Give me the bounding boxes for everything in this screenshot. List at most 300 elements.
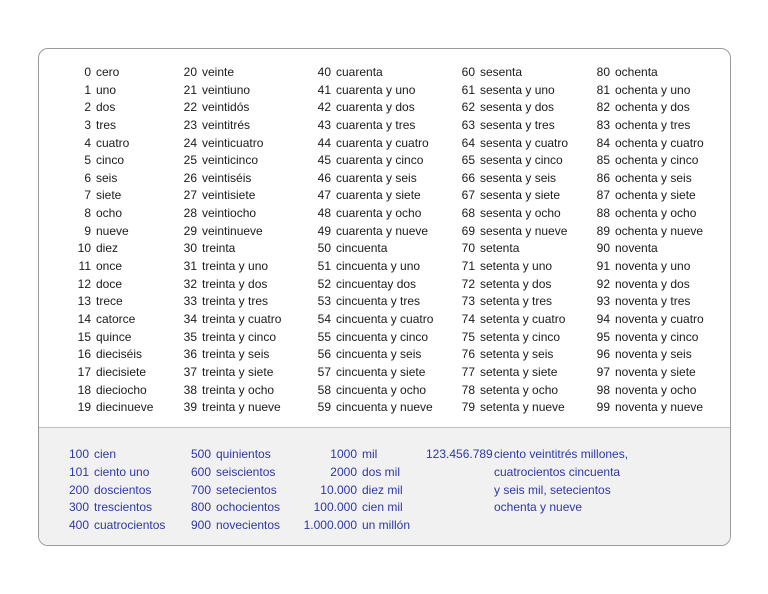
number-digit: 64 [461, 135, 475, 150]
number-digit: 0 [84, 65, 91, 79]
number-digit: 52 [317, 276, 331, 291]
number-row [67, 276, 153, 294]
number-digit: 39 [183, 400, 197, 415]
number-word: seis [96, 170, 118, 185]
number-word: veintiocho [202, 206, 257, 221]
number-row [297, 187, 433, 205]
number-digit: 34 [183, 311, 197, 326]
number-digit: 18 [77, 382, 91, 397]
number-row [441, 152, 568, 170]
number-word: noventa y siete [615, 364, 696, 379]
number-word: setenta y siete [480, 364, 558, 379]
numbers-column [67, 64, 153, 417]
number-row [576, 187, 704, 205]
number-word: cincuenta y uno [336, 259, 421, 274]
number-digit: 92 [596, 276, 610, 291]
numbers-column [441, 64, 568, 417]
number-digit: 19 [77, 400, 91, 415]
number-word: veintiuno [202, 82, 251, 97]
number-word: ochenta y cuatro [615, 135, 704, 150]
number-digit: 1 [84, 82, 91, 97]
number-digit: 31 [183, 259, 197, 274]
number-row [297, 240, 433, 258]
number-word: sesenta [480, 65, 523, 79]
number-digit: 69 [461, 223, 475, 238]
number-row [441, 399, 568, 417]
number-word: cincuenta y seis [336, 347, 422, 362]
large-number-digit: 200 [68, 482, 89, 497]
number-row [441, 364, 568, 382]
number-row [67, 311, 153, 329]
number-row [67, 205, 153, 223]
number-row [167, 364, 281, 382]
number-digit: 23 [183, 117, 197, 132]
number-row [576, 258, 704, 276]
number-row [67, 382, 153, 400]
large-number-row [185, 517, 280, 535]
number-word: sesenta y cinco [480, 153, 563, 168]
number-digit: 20 [183, 65, 197, 79]
number-row [576, 382, 704, 400]
number-digit: 46 [317, 170, 331, 185]
large-number-digit: 1.000.000 [303, 518, 357, 533]
number-row [167, 329, 281, 347]
number-word: treinta y seis [202, 347, 270, 362]
number-row [67, 64, 153, 82]
number-digit: 6 [84, 170, 91, 185]
number-digit: 54 [317, 311, 331, 326]
number-row [576, 364, 704, 382]
number-row [297, 293, 433, 311]
number-word: cuatro [96, 135, 130, 150]
number-digit: 13 [77, 294, 91, 309]
number-row [167, 82, 281, 100]
number-row [297, 382, 433, 400]
number-word: noventa y tres [615, 294, 691, 309]
number-word: ochenta y tres [615, 117, 691, 132]
number-row [167, 135, 281, 153]
large-number-row [185, 482, 280, 500]
number-word: veintidós [202, 100, 250, 115]
number-row [67, 258, 153, 276]
number-row [67, 152, 153, 170]
number-word: setenta y nueve [480, 400, 565, 415]
number-word: setenta y dos [480, 276, 552, 291]
number-digit: 35 [183, 329, 197, 344]
number-digit: 45 [317, 153, 331, 168]
number-word: noventa [615, 241, 658, 256]
number-word: treinta y ocho [202, 382, 275, 397]
number-word: dieciocho [96, 382, 147, 397]
number-word: diez [96, 241, 119, 256]
number-word: doce [96, 276, 123, 291]
large-number-word: ochocientos [216, 500, 281, 515]
number-row [441, 346, 568, 364]
number-word: cincuenta y nueve [336, 400, 433, 415]
number-digit: 26 [183, 170, 197, 185]
number-row [67, 117, 153, 135]
number-word: diecinueve [96, 400, 154, 415]
number-digit: 49 [317, 223, 331, 238]
number-row [441, 117, 568, 135]
large-number-row [59, 464, 165, 482]
number-digit: 37 [183, 364, 197, 379]
number-digit: 11 [78, 259, 91, 274]
number-row [441, 258, 568, 276]
large-number-row [59, 517, 165, 535]
number-word: setenta y ocho [480, 382, 559, 397]
number-word: cuarenta y tres [336, 117, 416, 132]
number-row [297, 364, 433, 382]
number-digit: 51 [317, 259, 331, 274]
large-number-digit: 700 [190, 482, 211, 497]
number-row [297, 399, 433, 417]
large-number-word: dos mil [362, 464, 401, 479]
number-digit: 78 [461, 382, 475, 397]
large-number-digit: 300 [68, 500, 89, 515]
number-word: treinta [202, 241, 236, 256]
numbers-card [38, 48, 731, 546]
number-word: veintitrés [202, 117, 251, 132]
large-number-digit: 900 [190, 518, 211, 533]
number-word: trece [96, 294, 123, 309]
number-word: cero [96, 65, 120, 79]
number-word: veintisiete [202, 188, 256, 203]
number-row [67, 240, 153, 258]
number-row [67, 99, 153, 117]
number-word: cuarenta y cuatro [336, 135, 429, 150]
number-row [441, 382, 568, 400]
large-number-word: diez mil [362, 482, 403, 497]
number-word: treinta y siete [202, 364, 274, 379]
number-word: veintinueve [202, 223, 263, 238]
number-word: setenta [480, 241, 520, 256]
number-row [576, 205, 704, 223]
number-row [67, 187, 153, 205]
number-word: sesenta y siete [480, 188, 561, 203]
number-word: noventa y cinco [615, 329, 699, 344]
number-word: cincuenta y tres [336, 294, 421, 309]
number-digit: 32 [183, 276, 197, 291]
large-number-word: novecientos [216, 518, 281, 533]
number-row [576, 64, 704, 82]
number-word: ochenta y siete [615, 188, 696, 203]
number-digit: 88 [596, 206, 610, 221]
large-number-row [185, 446, 280, 464]
number-digit: 72 [461, 276, 475, 291]
number-row [576, 293, 704, 311]
number-digit: 41 [317, 82, 331, 97]
number-word: treinta y cinco [202, 329, 277, 344]
number-row [167, 152, 281, 170]
large-number-row [185, 464, 280, 482]
number-word: siete [96, 188, 122, 203]
number-row [167, 258, 281, 276]
number-digit: 22 [183, 100, 197, 115]
large-number-row [299, 446, 410, 464]
large-number-digit: 800 [190, 500, 211, 515]
number-word: setenta y tres [480, 294, 553, 309]
number-row [297, 223, 433, 241]
number-word: ochenta y seis [615, 170, 692, 185]
number-row [441, 205, 568, 223]
number-row [441, 311, 568, 329]
number-word: cinco [96, 153, 125, 168]
number-row [167, 64, 281, 82]
number-word: sesenta y ocho [480, 206, 561, 221]
number-word: treinta y cuatro [202, 311, 282, 326]
number-word: once [96, 259, 123, 274]
large-number-row [299, 482, 410, 500]
number-row [167, 293, 281, 311]
number-row [576, 346, 704, 364]
number-row [441, 329, 568, 347]
number-row [441, 170, 568, 188]
large-number-digit: 400 [68, 518, 89, 533]
number-row [576, 170, 704, 188]
number-word: sesenta y nueve [480, 223, 568, 238]
number-digit: 68 [461, 206, 475, 221]
number-digit: 87 [596, 188, 610, 203]
number-digit: 99 [596, 400, 610, 415]
number-digit: 80 [596, 65, 610, 79]
large-numbers-panel [39, 427, 730, 546]
number-word: diecisiete [96, 364, 147, 379]
number-digit: 63 [461, 117, 475, 132]
large-numbers-column [185, 446, 280, 535]
large-number-word: cuatrocientos [94, 518, 166, 533]
number-row [67, 135, 153, 153]
number-digit: 25 [183, 153, 197, 168]
large-number-digit: 100 [68, 447, 89, 461]
large-number-digit: 100.000 [313, 500, 357, 515]
number-word: ochenta y cinco [615, 153, 699, 168]
number-row [441, 99, 568, 117]
large-number-digit: 1000 [330, 447, 357, 461]
number-digit: 96 [596, 347, 610, 362]
number-row [67, 293, 153, 311]
large-number-word: ciento uno [94, 464, 150, 479]
number-word: ochenta y dos [615, 100, 690, 115]
number-digit: 97 [596, 364, 610, 379]
number-digit: 74 [461, 311, 475, 326]
number-word: cincuenta [336, 241, 388, 256]
number-digit: 4 [84, 135, 91, 150]
number-digit: 48 [317, 206, 331, 221]
number-digit: 81 [596, 82, 610, 97]
number-row [167, 170, 281, 188]
number-word: dieciséis [96, 347, 143, 362]
number-word: setenta y uno [480, 259, 553, 274]
number-row [576, 311, 704, 329]
numbers-column [297, 64, 433, 417]
number-word: setenta y cuatro [480, 311, 566, 326]
number-row [576, 152, 704, 170]
number-digit: 36 [183, 347, 197, 362]
number-digit: 40 [317, 65, 331, 79]
number-row [167, 223, 281, 241]
number-word: setenta y seis [480, 347, 554, 362]
number-digit: 84 [596, 135, 610, 150]
number-row [167, 382, 281, 400]
number-row [67, 399, 153, 417]
number-word: sesenta y uno [480, 82, 555, 97]
number-row [167, 205, 281, 223]
number-digit: 43 [317, 117, 331, 132]
large-number-digit: 10.000 [320, 482, 357, 497]
large-number-row [299, 517, 410, 535]
number-word: cuarenta y siete [336, 188, 421, 203]
number-word: catorce [96, 311, 136, 326]
number-digit: 21 [183, 82, 197, 97]
number-digit: 66 [461, 170, 475, 185]
number-row [167, 346, 281, 364]
number-digit: 29 [183, 223, 197, 238]
number-word: sesenta y dos [480, 100, 555, 115]
number-digit: 42 [317, 100, 331, 115]
number-digit: 27 [183, 188, 197, 203]
number-word: quince [96, 329, 132, 344]
number-row [441, 64, 568, 82]
number-word: cincuenta y cinco [336, 329, 429, 344]
number-digit: 85 [596, 153, 610, 168]
number-row [297, 170, 433, 188]
number-row [67, 329, 153, 347]
number-row [167, 276, 281, 294]
number-word: treinta y nueve [202, 400, 281, 415]
number-word: treinta y uno [202, 259, 269, 274]
number-digit: 50 [317, 241, 331, 256]
number-digit: 57 [317, 364, 331, 379]
number-digit: 15 [77, 329, 91, 344]
example-line: ochenta y nueve [494, 500, 583, 515]
number-word: cuarenta y dos [336, 100, 415, 115]
number-row [67, 364, 153, 382]
number-digit: 24 [183, 135, 197, 150]
number-word: sesenta y seis [480, 170, 557, 185]
number-word: noventa y uno [615, 259, 691, 274]
number-row [576, 223, 704, 241]
number-row [297, 152, 433, 170]
number-digit: 16 [77, 347, 91, 362]
number-digit: 91 [596, 259, 610, 274]
number-word: cuarenta y uno [336, 82, 416, 97]
number-word: treinta y dos [202, 276, 268, 291]
number-digit: 82 [596, 100, 610, 115]
number-row [297, 276, 433, 294]
number-word: noventa y dos [615, 276, 690, 291]
number-digit: 67 [461, 188, 475, 203]
number-row [576, 240, 704, 258]
number-digit: 7 [84, 188, 91, 203]
large-number-row [299, 499, 410, 517]
large-number-word: cien [94, 447, 117, 461]
number-row [441, 135, 568, 153]
number-row [167, 117, 281, 135]
number-row [297, 82, 433, 100]
large-number-word: quinientos [216, 447, 271, 461]
number-row [67, 223, 153, 241]
number-word: treinta y tres [202, 294, 269, 309]
number-digit: 58 [317, 382, 331, 397]
number-digit: 56 [317, 347, 331, 362]
number-digit: 79 [461, 400, 475, 415]
number-row [441, 276, 568, 294]
number-row [441, 187, 568, 205]
number-digit: 17 [77, 364, 91, 379]
number-word: noventa y nueve [615, 400, 704, 415]
number-row [167, 240, 281, 258]
number-row [297, 258, 433, 276]
number-word: cuarenta y ocho [336, 206, 422, 221]
large-numbers-column [59, 446, 165, 535]
number-word: ochenta y ocho [615, 206, 697, 221]
number-row [576, 82, 704, 100]
number-word: ochenta y nueve [615, 223, 704, 238]
number-digit: 3 [84, 117, 91, 132]
number-digit: 70 [461, 241, 475, 256]
number-row [576, 329, 704, 347]
number-row [67, 82, 153, 100]
number-digit: 77 [461, 364, 475, 379]
number-digit: 94 [596, 311, 610, 326]
number-digit: 47 [317, 188, 331, 203]
number-row [297, 99, 433, 117]
large-number-row [59, 482, 165, 500]
number-word: noventa y ocho [615, 382, 697, 397]
number-row [576, 135, 704, 153]
number-word: cuarenta y cinco [336, 153, 424, 168]
number-digit: 76 [461, 347, 475, 362]
large-number-word: setecientos [216, 482, 277, 497]
number-digit: 86 [596, 170, 610, 185]
number-digit: 89 [596, 223, 610, 238]
number-row [167, 399, 281, 417]
number-row [297, 205, 433, 223]
number-word: veinte [202, 65, 235, 79]
number-word: cuarenta y seis [336, 170, 417, 185]
number-row [67, 346, 153, 364]
number-row [297, 346, 433, 364]
example-number-value: 123.456.789 [426, 447, 493, 461]
number-digit: 65 [461, 153, 475, 168]
number-row [441, 82, 568, 100]
number-word: cincuenta y cuatro [336, 311, 434, 326]
large-number-digit: 600 [190, 464, 211, 479]
number-row [576, 399, 704, 417]
number-digit: 38 [183, 382, 197, 397]
number-digit: 10 [77, 241, 91, 256]
number-word: sesenta y tres [480, 117, 555, 132]
number-row [441, 293, 568, 311]
number-digit: 5 [84, 153, 91, 168]
example-line: cuatrocientos cincuenta [494, 464, 621, 479]
number-digit: 90 [596, 241, 610, 256]
number-word: nueve [96, 223, 129, 238]
numbers-column [167, 64, 281, 417]
number-digit: 93 [596, 294, 610, 309]
number-word: ocho [96, 206, 123, 221]
number-digit: 12 [77, 276, 91, 291]
number-word: cuarenta y nueve [336, 223, 429, 238]
number-digit: 55 [317, 329, 331, 344]
number-word: cincuenta y siete [336, 364, 426, 379]
large-number-digit: 500 [190, 447, 211, 461]
numbers-column [576, 64, 704, 417]
large-number-word: cien mil [362, 500, 403, 515]
number-digit: 9 [84, 223, 91, 238]
number-word: noventa y seis [615, 347, 692, 362]
